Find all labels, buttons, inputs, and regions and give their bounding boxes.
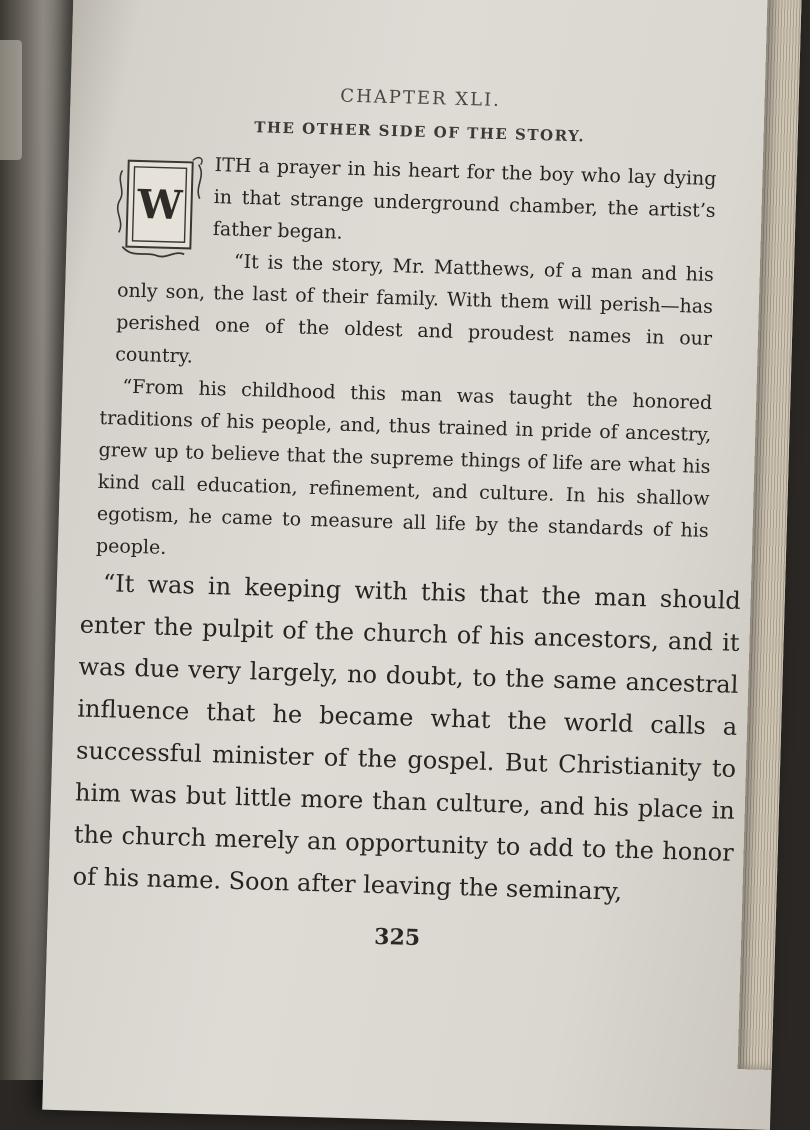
paragraph-3: “From his childhood this man was taught the honored traditions of his people, and, thus trained in pride of ancestry, grew up to believe that the supreme things of life are what his kind call education, refinement, and culture. In his shallow egotism, he came to measure all life by the standards of his people. xyxy=(95,375,713,559)
chapter-subtitle: THE OTHER SIDE OF THE STORY. xyxy=(253,118,586,146)
page-number: 325 xyxy=(373,923,421,952)
drop-cap-letter: W xyxy=(136,180,184,230)
paragraph-4: “It was in keeping with this that the man should enter the pulpit of the church of his ancestors, and it was due very largely, no doubt, to the same ancestral influence that he became what the world calls a successful minister of the gospel. But Christianity to him was but little more than culture, and his place in the church merely an opportunity to add to the honor of his name. Soon after leaving the seminary, xyxy=(72,569,742,906)
paragraph-1: ITH a prayer in his heart for the boy who lay dying in that strange underground chamber, the artist’s father began. xyxy=(212,154,717,244)
opening-paragraph-block xyxy=(115,146,717,387)
page-text-block xyxy=(72,79,742,958)
page-edge-stack xyxy=(738,0,802,1070)
chapter-heading: CHAPTER XLI. xyxy=(340,85,502,112)
book-page xyxy=(42,0,802,1130)
paragraph-3-wrap xyxy=(96,370,713,579)
paragraph-2: “It is the story, Mr. Matthews, of a man and his only son, the last of their family. With them will perish—has perished one of the oldest and proudest names in our country. xyxy=(115,250,715,368)
drop-cap-ornament xyxy=(112,150,205,262)
paragraph-4-wrap xyxy=(72,561,741,915)
facing-page-scrap xyxy=(0,40,22,160)
